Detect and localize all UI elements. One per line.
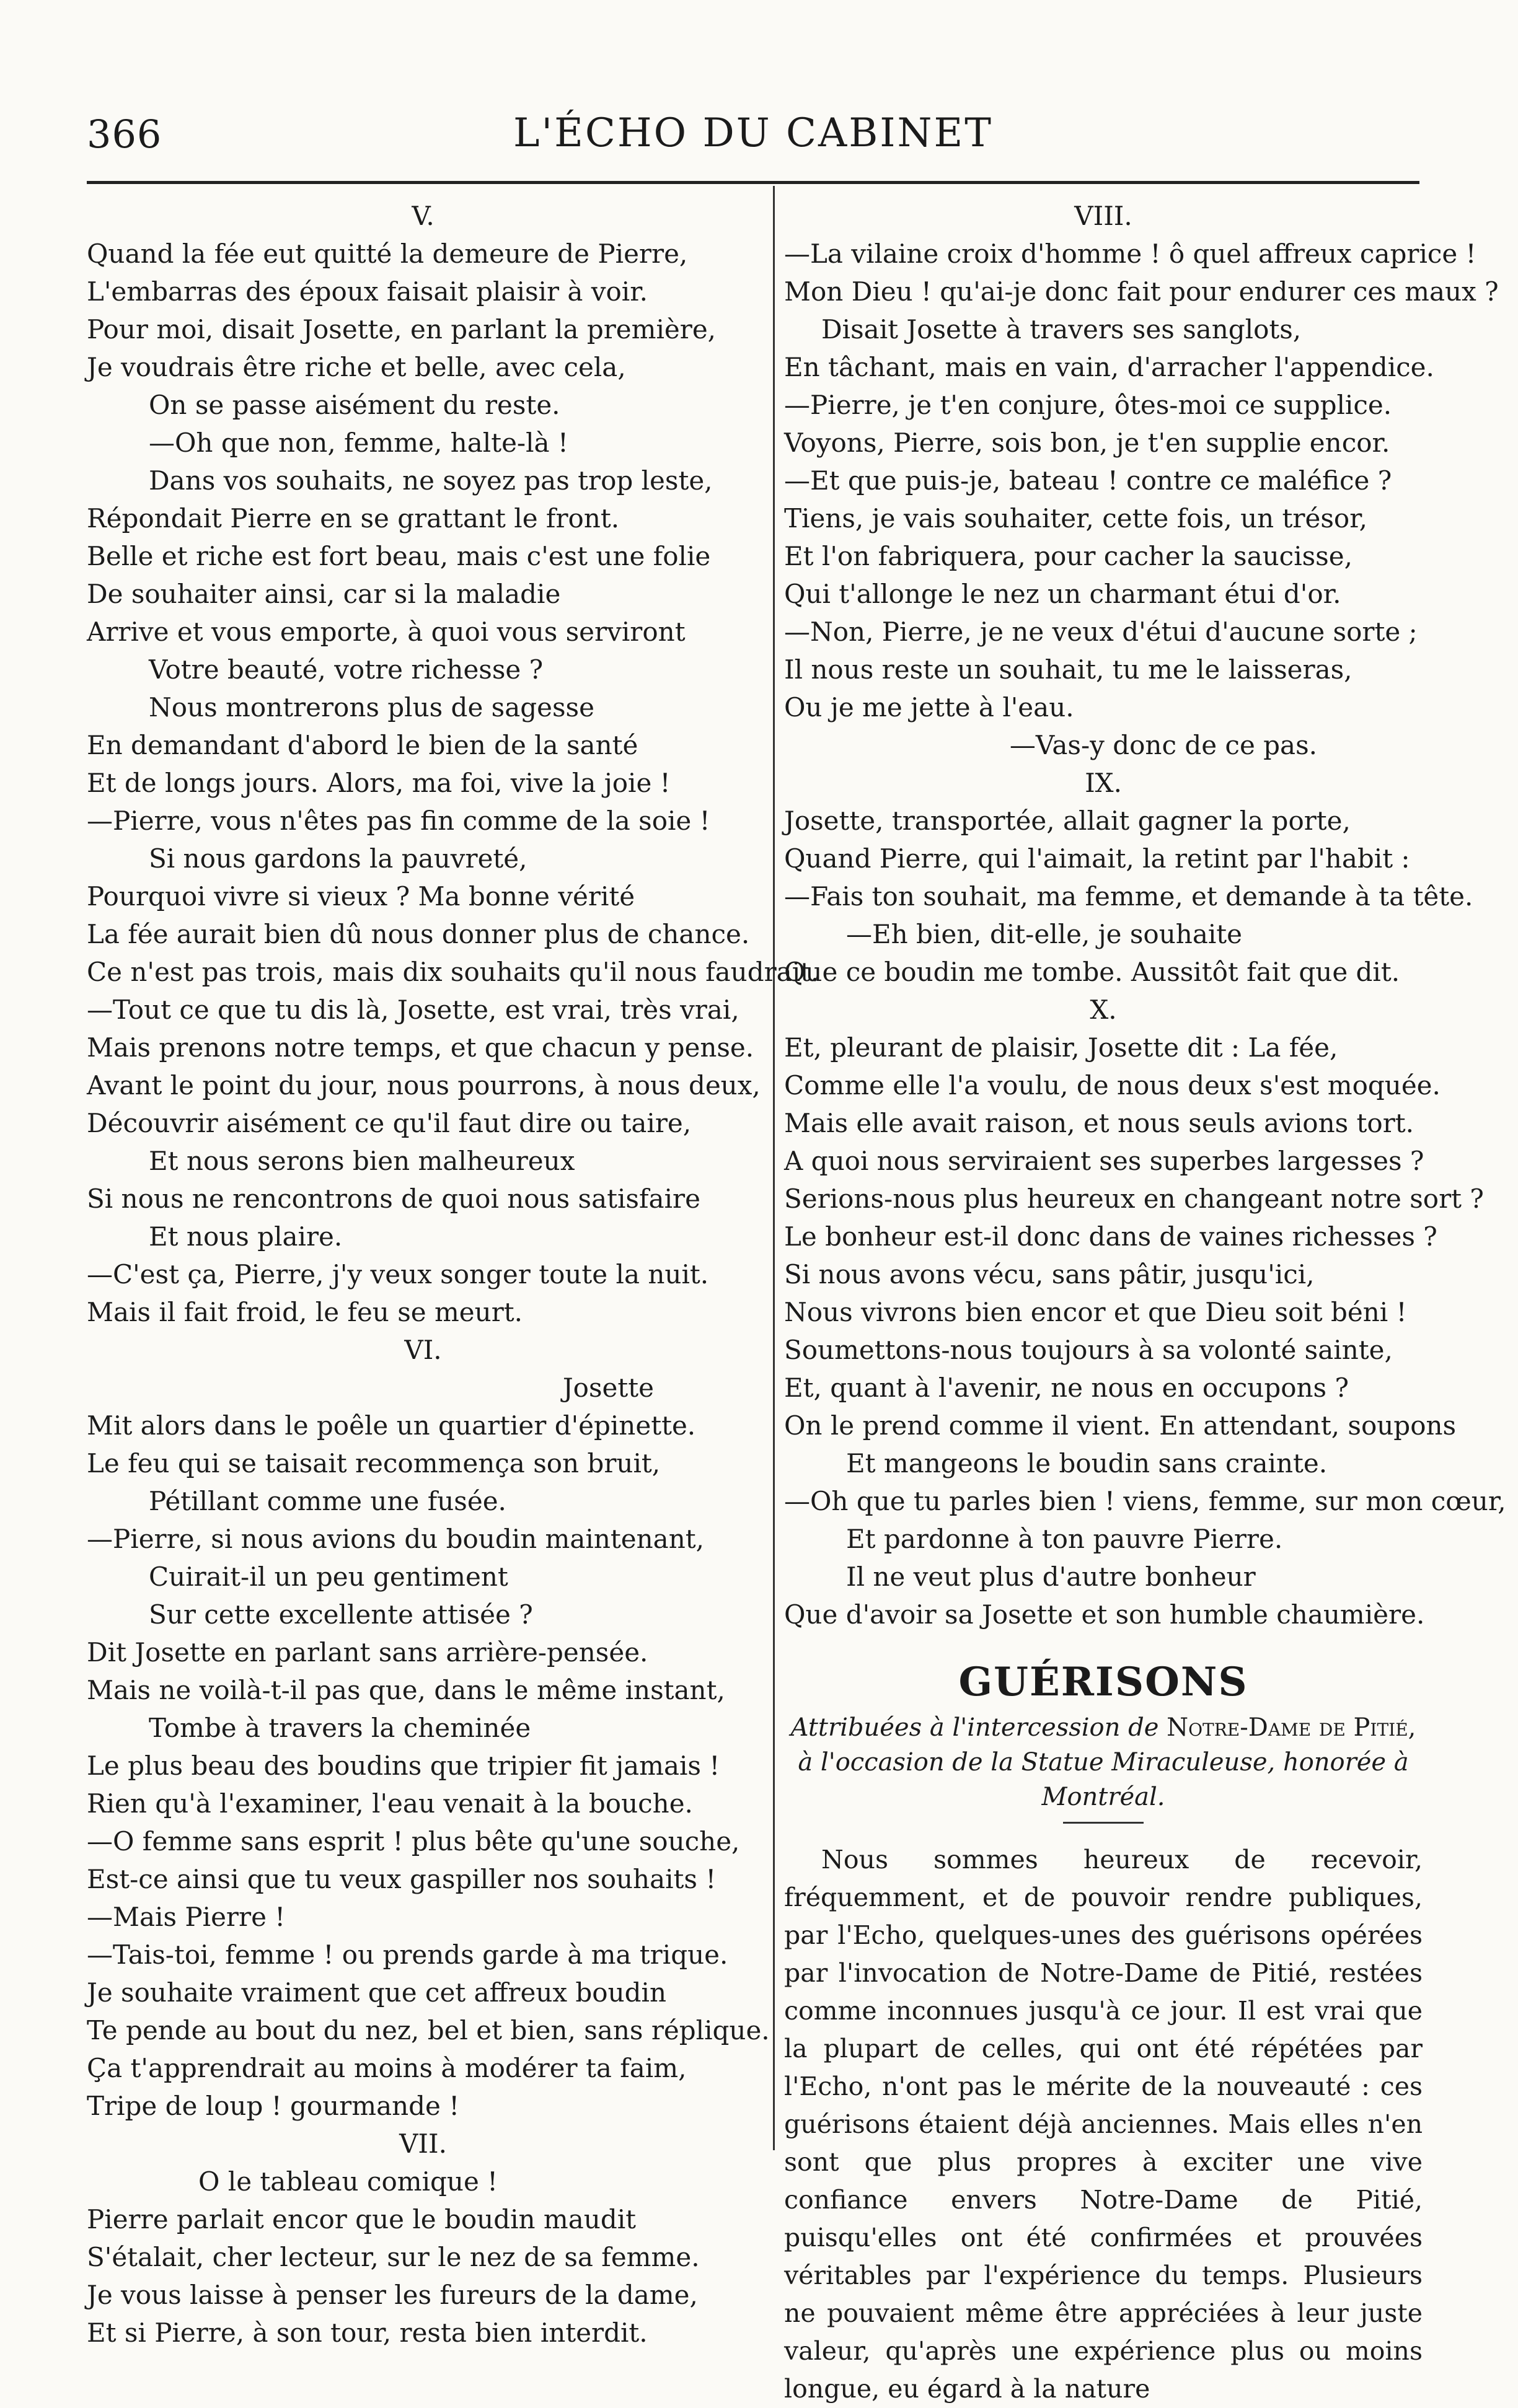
verse-line: —Mais Pierre ! <box>87 1902 286 1932</box>
verse-line: —Et que puis-je, bateau ! contre ce maléfice ? <box>784 465 1392 496</box>
verse-line: —Pierre, si nous avions du boudin maintenant, <box>87 1524 705 1554</box>
verse-line: Mais il fait froid, le feu se meurt. <box>87 1297 523 1327</box>
section-number-ix: IX. <box>1085 768 1122 798</box>
article-title: GUÉRISONS <box>958 1659 1248 1705</box>
verse-line: Mit alors dans le poêle un quartier d'épinette. <box>87 1410 696 1441</box>
verse-line: Votre beauté, votre richesse ? <box>149 654 544 685</box>
section-number-v: V. <box>412 201 435 231</box>
verse-line: Dit Josette en parlant sans arrière-pensée. <box>87 1637 648 1668</box>
verse-line: Nous vivrons bien encor et que Dieu soit béni ! <box>784 1297 1407 1327</box>
journal-title: L'ÉCHO DU CABINET <box>513 110 993 156</box>
verse-line: Je souhaite vraiment que cet affreux boudin <box>87 1977 667 2008</box>
verse-line: —Oh que non, femme, halte-là ! <box>149 428 568 458</box>
verse-line: Il nous reste un souhait, tu me le laisseras, <box>784 654 1353 685</box>
verse-line: —Tais-toi, femme ! ou prends garde à ma trique. <box>87 1940 728 1970</box>
article-subtitle-part: Montréal. <box>1041 1783 1165 1811</box>
verse-line: Si nous avons vécu, sans pâtir, jusqu'ici, <box>784 1259 1315 1290</box>
column-divider <box>773 186 775 2150</box>
poem-section-vi <box>87 1369 770 2125</box>
poem-section-x <box>784 1029 1506 1633</box>
verse-line: O le tableau comique ! <box>198 2166 498 2197</box>
page-header <box>87 93 1419 167</box>
article-subtitle-part: Attribuées à l'intercession de <box>790 1713 1167 1742</box>
article-subtitle <box>784 1710 1423 1814</box>
verse-line: Qui t'allonge le nez un charmant étui d'or. <box>784 579 1341 609</box>
section-number-vii: VII. <box>399 2129 447 2159</box>
verse-line: Et nous serons bien malheureux <box>149 1146 575 1176</box>
verse-line: La fée aurait bien dû nous donner plus de chance. <box>87 919 750 949</box>
header-rule <box>87 181 1419 184</box>
verse-line: —Pierre, vous n'êtes pas fin comme de la soie ! <box>87 806 710 836</box>
verse-line: —Tout ce que tu dis là, Josette, est vrai, très vrai, <box>87 995 739 1025</box>
section-number-x: X. <box>1090 995 1117 1025</box>
verse-line: Que ce boudin me tombe. Aussitôt fait que dit. <box>784 957 1400 987</box>
poem-section-ix <box>784 802 1473 991</box>
verse-line: Sur cette excellente attisée ? <box>149 1599 533 1630</box>
verse-line: —Non, Pierre, je ne veux d'étui d'aucune sorte ; <box>784 617 1418 647</box>
verse-line: Est-ce ainsi que tu veux gaspiller nos souhaits ! <box>87 1864 717 1894</box>
verse-line: Et, pleurant de plaisir, Josette dit : La fée, <box>784 1032 1338 1063</box>
verse-line: On le prend comme il vient. En attendant, soupons <box>784 1410 1457 1441</box>
verse-line: Mais ne voilà-t-il pas que, dans le même instant, <box>87 1675 725 1705</box>
verse-line: —Oh que tu parles bien ! viens, femme, sur mon cœur, <box>784 1486 1506 1516</box>
poem-section-vii <box>87 2163 759 2352</box>
poem-section-viii <box>784 235 1499 764</box>
verse-line: S'étalait, cher lecteur, sur le nez de sa femme. <box>87 2242 700 2272</box>
verse-line: Dans vos souhaits, ne soyez pas trop leste, <box>149 465 713 496</box>
article-subtitle-caps: Notre-Dame de Pitié, <box>1167 1713 1416 1742</box>
verse-line: —Vas-y donc de ce pas. <box>1009 730 1317 760</box>
verse-line: Quand la fée eut quitté la demeure de Pierre, <box>87 239 688 269</box>
verse-line: Voyons, Pierre, sois bon, je t'en supplie encor. <box>784 428 1390 458</box>
article-divider <box>1063 1822 1144 1824</box>
verse-line: Et, quant à l'avenir, ne nous en occupons ? <box>784 1373 1349 1403</box>
verse-line: Répondait Pierre en se grattant le front. <box>87 503 620 534</box>
verse-line: Si nous gardons la pauvreté, <box>149 843 527 874</box>
verse-line: Comme elle l'a voulu, de nous deux s'est moquée. <box>784 1070 1441 1101</box>
verse-line: En demandant d'abord le bien de la santé <box>87 730 638 760</box>
verse-line: Pétillant comme une fusée. <box>149 1486 506 1516</box>
verse-line: Et nous plaire. <box>149 1221 343 1252</box>
section-number-vi: VI. <box>404 1335 442 1365</box>
verse-line: Nous montrerons plus de sagesse <box>149 692 594 723</box>
verse-line: Belle et riche est fort beau, mais c'est une folie <box>87 541 711 571</box>
verse-line: Que d'avoir sa Josette et son humble chaumière. <box>784 1599 1425 1630</box>
verse-line: Josette, transportée, allait gagner la porte, <box>784 806 1351 836</box>
verse-line: Ou je me jette à l'eau. <box>784 692 1074 723</box>
verse-line: Je vous laisse à penser les fureurs de la dame, <box>87 2280 698 2310</box>
verse-line: Mon Dieu ! qu'ai-je donc fait pour endurer ces maux ? <box>784 276 1499 307</box>
article-subtitle-part: à l'occasion de la Statue Miraculeuse, honorée à <box>798 1748 1409 1777</box>
verse-line: Disait Josette à travers ses sanglots, <box>821 314 1302 345</box>
verse-line: Et de longs jours. Alors, ma foi, vive la joie ! <box>87 768 671 798</box>
verse-line: Il ne veut plus d'autre bonheur <box>846 1562 1256 1592</box>
page-number: 366 <box>87 112 162 157</box>
verse-line: —C'est ça, Pierre, j'y veux songer toute la nuit. <box>87 1259 709 1290</box>
verse-line: —Eh bien, dit-elle, je souhaite <box>846 919 1243 949</box>
verse-line: Et l'on fabriquera, pour cacher la saucisse, <box>784 541 1353 571</box>
verse-line: Le feu qui se taisait recommença son bruit, <box>87 1448 661 1479</box>
verse-line: Josette <box>562 1373 654 1403</box>
verse-line: Ça t'apprendrait au moins à modérer ta faim, <box>87 2053 687 2083</box>
verse-line: Et pardonne à ton pauvre Pierre. <box>846 1524 1283 1554</box>
verse-line: Soumettons-nous toujours à sa volonté sainte, <box>784 1335 1393 1365</box>
verse-line: Le plus beau des boudins que tripier fit jamais ! <box>87 1751 720 1781</box>
verse-line: Je voudrais être riche et belle, avec cela, <box>87 352 626 382</box>
article-paragraph: Nous sommes heureux de recevoir, fréquemment, et de pouvoir rendre publiques, par l'Echo, quelques-unes des guérisons opérées par l'invocation de Notre-Dame de Pitié, restées comme inconnues jusqu'à ce jour. Il est vrai que la plupart de celles, qui ont été répétées par l'Echo, n'ont pas le mérite de la nouveauté : ces guérisons étaient déjà anciennes. Mais elles n'en sont que plus propres à exciter une vive confiance envers Notre-Dame de Pitié, puisqu'elles ont été confirmées et prouvées véritables par l'expérience du temps. Plusieurs ne pouvaient même être appréciées à leur juste valeur, qu'après une expérience plus ou moins longue, eu égard à la nature <box>784 1845 1423 2404</box>
verse-line: Et mangeons le boudin sans crainte. <box>846 1448 1328 1479</box>
verse-line: —O femme sans esprit ! plus bête qu'une souche, <box>87 1826 740 1857</box>
verse-line: Ce n'est pas trois, mais dix souhaits qu'il nous faudrait. <box>87 957 819 987</box>
verse-line: Avant le point du jour, nous pourrons, à nous deux, <box>87 1070 761 1101</box>
verse-line: Pourquoi vivre si vieux ? Ma bonne vérité <box>87 881 635 912</box>
left-column <box>87 197 819 2348</box>
verse-line: —La vilaine croix d'homme ! ô quel affreux caprice ! <box>784 239 1476 269</box>
verse-line: Cuirait-il un peu gentiment <box>149 1562 508 1592</box>
verse-line: Découvrir aisément ce qu'il faut dire ou taire, <box>87 1108 692 1138</box>
verse-line: De souhaiter ainsi, car si la maladie <box>87 579 561 609</box>
verse-line: L'embarras des époux faisait plaisir à voir. <box>87 276 648 307</box>
verse-line: Arrive et vous emporte, à quoi vous serviront <box>87 617 686 647</box>
verse-line: —Fais ton souhait, ma femme, et demande à ta tête. <box>784 881 1473 912</box>
verse-line: Quand Pierre, qui l'aimait, la retint par l'habit : <box>784 843 1410 874</box>
verse-line: Et si Pierre, à son tour, resta bien interdit. <box>87 2318 648 2348</box>
right-column <box>784 197 1506 2404</box>
verse-line: Tiens, je vais souhaiter, cette fois, un trésor, <box>784 503 1368 534</box>
verse-line: A quoi nous serviraient ses superbes largesses ? <box>784 1146 1424 1176</box>
verse-line: Te pende au bout du nez, bel et bien, sans réplique. <box>87 2015 770 2045</box>
verse-line: En tâchant, mais en vain, d'arracher l'appendice. <box>784 352 1434 382</box>
verse-line: On se passe aisément du reste. <box>149 390 560 420</box>
section-number-viii: VIII. <box>1074 201 1132 231</box>
verse-line: Mais prenons notre temps, et que chacun y pense. <box>87 1032 754 1063</box>
verse-line: Tombe à travers la cheminée <box>149 1713 531 1743</box>
verse-line: —Pierre, je t'en conjure, ôtes-moi ce supplice. <box>784 390 1392 420</box>
verse-line: Rien qu'à l'examiner, l'eau venait à la bouche. <box>87 1788 693 1819</box>
verse-line: Tripe de loup ! gourmande ! <box>87 2091 460 2121</box>
verse-line: Pierre parlait encor que le boudin maudit <box>87 2204 637 2234</box>
verse-line: Mais elle avait raison, et nous seuls avions tort. <box>784 1108 1414 1138</box>
verse-line: Serions-nous plus heureux en changeant notre sort ? <box>784 1184 1484 1214</box>
poem-section-v <box>87 235 819 1331</box>
verse-line: Si nous ne rencontrons de quoi nous satisfaire <box>87 1184 700 1214</box>
verse-line: Le bonheur est-il donc dans de vaines richesses ? <box>784 1221 1437 1252</box>
verse-line: Pour moi, disait Josette, en parlant la première, <box>87 314 717 345</box>
